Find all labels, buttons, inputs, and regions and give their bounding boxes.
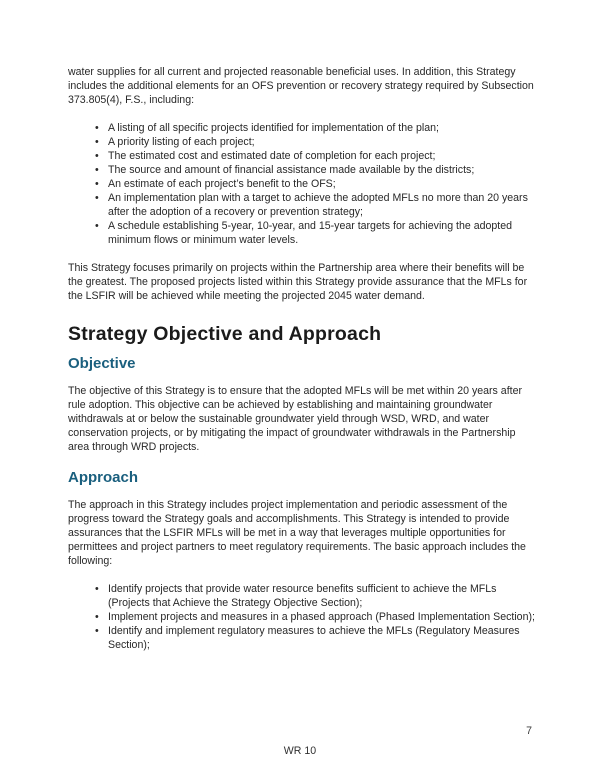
- list-item: • A priority listing of each project;: [68, 135, 536, 149]
- paragraph-objective-body: The objective of this Strategy is to ensure that the adopted MFLs will be met within 20 years after rule adoption. This objective can be achieved by establishing and maintaining groundwater withdrawals at or below the sustainable groundwater yield through WSD, WRD, and water conservation projects, or by mitigating the impact of groundwater withdrawals in the Partnership area through WRD projects.: [68, 385, 522, 453]
- list-item: • A schedule establishing 5-year, 10-year, and 15-year targets for achieving the adopted minimum flows or minimum water levels.: [68, 219, 536, 247]
- list-item: • The estimated cost and estimated date of completion for each project;: [68, 149, 536, 163]
- list-item: • A listing of all specific projects identified for implementation of the plan;: [68, 121, 536, 135]
- list-item: • Identify and implement regulatory measures to achieve the MFLs (Regulatory Measures Section);: [68, 624, 536, 652]
- list-item: • Identify projects that provide water resource benefits sufficient to achieve the MFLs (Projects that Achieve the Strategy Objective Section);: [68, 582, 536, 610]
- paragraph-approach-body: The approach in this Strategy includes project implementation and periodic assessment of the progress toward the Strategy goals and accomplishments. This Strategy is intended to provide assurances that the LSFIR MFLs will be met in a way that leverages multiple opportunities for permittees and project partners to meet regulatory requirements. The basic approach includes the following:: [68, 499, 526, 567]
- footer-doc-code: WR 10: [283, 745, 317, 757]
- paragraph-intro: water supplies for all current and projected reasonable beneficial uses. In addition, this Strategy includes the additional elements for an OFS prevention or recovery strategy required by Subsection 373.805(4), F.S., including:: [68, 66, 534, 106]
- paragraph-focus: This Strategy focuses primarily on projects within the Partnership area where their benefits will be the greatest. The proposed projects listed within this Strategy provide assurance that the MFLs for the LSFIR will be achieved while meeting the projected 2045 water demand.: [68, 262, 528, 302]
- subsection-heading-approach: Approach: [68, 469, 139, 486]
- section-heading: Strategy Objective and Approach: [68, 323, 382, 345]
- list-item: • The source and amount of financial assistance made available by the districts;: [68, 163, 536, 177]
- bullet-list-approach-steps: [68, 582, 536, 652]
- list-item: • An implementation plan with a target to achieve the adopted MFLs no more than 20 years after the adoption of a recovery or prevention strategy;: [68, 191, 536, 219]
- list-item: • Implement projects and measures in a phased approach (Phased Implementation Section);: [68, 610, 536, 624]
- subsection-heading-objective: Objective: [68, 355, 136, 372]
- list-item: • An estimate of each project’s benefit to the OFS;: [68, 177, 536, 191]
- page-number: 7: [526, 725, 532, 737]
- bullet-list-strategy-elements: [68, 121, 536, 247]
